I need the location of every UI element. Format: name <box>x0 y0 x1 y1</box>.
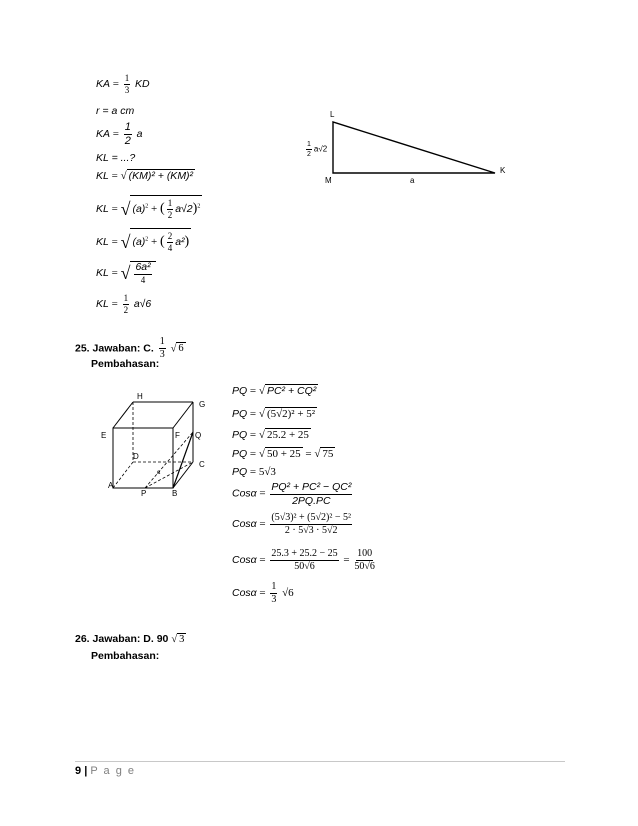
q25-heading: 25. Jawaban: C. $\frac{1}{3}$ √ 6 <box>75 336 184 360</box>
triangle-label-k: K <box>500 166 506 175</box>
line-kl-question: KL = ...? <box>96 152 136 164</box>
cube-label-g: G <box>199 400 206 409</box>
cube-label-d: D <box>133 452 139 461</box>
q26-heading: 26. Jawaban: D. 90 √ 3 <box>75 633 185 645</box>
cube-label-alpha: α <box>157 470 161 476</box>
step-pq-result: PQ = 5√3 <box>232 466 276 478</box>
q26-pembahasan: Pembahasan: <box>91 650 160 662</box>
step-pq-calc: PQ = √ 25.2 + 25 <box>232 429 309 441</box>
line-kl-sqrt: KL = √ (KM)² + (KM)² <box>96 170 194 182</box>
q25-pembahasan: Pembahasan: <box>91 358 160 370</box>
cube-label-q: Q <box>195 431 202 440</box>
line-ka-half: KA = $\frac{1}{2}$ a <box>96 121 143 147</box>
step-cos-calc: Cosα = $\frac{25.3 + 25.2 - 25}{50√6}$ = $\frac{100}{50√6}$ <box>232 548 375 572</box>
triangle-label-l: L <box>330 110 335 119</box>
triangle-shape <box>333 122 495 173</box>
page-label: P a g e <box>90 765 136 777</box>
triangle-label-side: $\frac{1}{2}$ a√2 <box>307 141 328 158</box>
triangle-label-m: M <box>325 176 332 185</box>
page-footer <box>75 765 136 777</box>
cube-label-h: H <box>137 392 143 401</box>
cube-label-b: B <box>172 489 178 498</box>
line-kl-step3: KL = √ $(a)^2$ + ( $\frac{2}{4}$ a²) <box>96 228 191 253</box>
cube-label-p: P <box>141 489 147 498</box>
triangle-label-base: a <box>410 176 415 185</box>
footer-separator: | <box>84 765 88 777</box>
line-kl-step2: KL = √ $(a)^2$ + ( $\frac{1}{2}$ a√2)$^2$ <box>96 195 202 220</box>
line-r: r = a cm <box>96 105 135 117</box>
step-pq-formula: PQ = √ PC² + CQ² <box>232 385 317 397</box>
cube-label-a: A <box>108 481 114 490</box>
cube-label-c: C <box>199 460 205 469</box>
cube-label-f: F <box>175 431 180 440</box>
page-number: 9 <box>75 765 82 777</box>
line-kl-result: KL = $\frac{1}{2}$ a√6 <box>96 293 152 315</box>
footer-divider <box>75 761 565 762</box>
step-cos-sub: Cosα = $\frac{\text{(5√3)² + (5√2)² − 5²}}{2 \cdot 5√3 \cdot 5√2}$ <box>232 512 351 536</box>
step-cos-formula: Cosα = $\frac{\text{PQ² + PC² − QC²}}{2PQ.PC}$ <box>232 481 352 507</box>
cube-label-e: E <box>101 431 107 440</box>
step-pq-sub: PQ = √ (5√2)² + 5² <box>232 408 316 420</box>
line-ka-kd: KA = $\frac{1}{3}$ KD <box>96 73 150 95</box>
step-pq-sum: PQ = √ 50 + 25 = √ 75 <box>232 448 334 460</box>
step-cos-result: Cosα = $\frac{1}{3}$ √6 <box>232 581 294 605</box>
cube-front-face <box>113 428 173 488</box>
line-kl-step4: KL = √ $\frac{\text{6a²}}{4}$ <box>96 261 156 285</box>
